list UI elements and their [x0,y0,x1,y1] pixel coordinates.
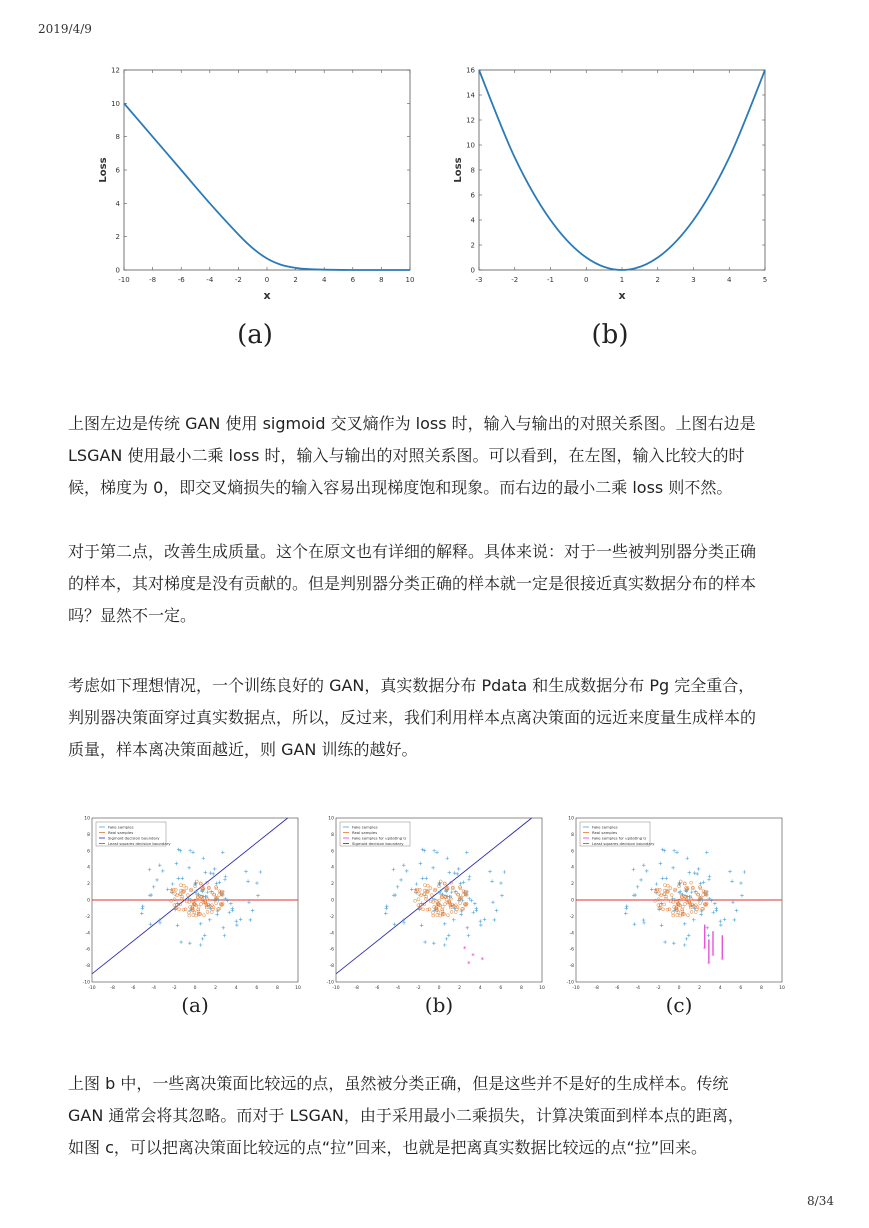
plot-frame [479,70,765,270]
update-sample-point: * [463,945,467,954]
legend [96,822,171,846]
y-tick-label: 0 [331,898,334,904]
x-tick-label: -10 [118,276,130,284]
y-axis-label: Loss [453,157,464,183]
y-tick-label: -8 [329,964,334,970]
x-axis-label: x [263,289,271,302]
y-tick-label: 4 [87,865,90,871]
x-tick-label: 10 [405,276,415,284]
plot-frame [124,70,410,270]
legend-label: Fake samples [352,824,378,830]
legend-label: Fake samples for updating G [592,835,647,841]
y-tick-label: -8 [569,964,574,970]
x-tick-label: 6 [739,986,743,991]
paragraph-4 [68,1068,808,1164]
x-tick-label: 8 [519,986,523,991]
legend-label: Real samples [108,830,134,835]
y-tick-label: 6 [115,166,120,175]
x-tick-label: -4 [206,276,214,284]
paragraph-line: 候，梯度为 0，即交叉熵损失的输入容易出现梯度饱和现象。而右边的最小二乘 loss 则不然。 [68,478,733,497]
y-tick-label: 2 [87,882,90,888]
x-tick-label: -10 [88,986,96,991]
y-tick-label: -10 [326,980,334,986]
x-tick-label: -6 [177,276,185,284]
x-tick-label: -4 [395,986,401,991]
x-tick-label: 0 [193,986,197,991]
x-tick-label: 4 [321,276,327,284]
paragraph-line: 的样本，其对梯度是没有贡献的。但是判别器分类正确的样本就一定是很接近真实数据分布的样本 [68,574,757,593]
paragraph-line: 如图 c，可以把离决策面比较远的点“拉”回来，也就是把离真实数据比较远的点“拉”回来。 [68,1138,708,1157]
y-tick-label: -4 [85,931,90,937]
figure-caption: (a) [237,320,273,350]
paragraph-line: 判别器决策面穿过真实数据点，所以，反过来，我们利用样本点离决策面的远近来度量生成样本的 [68,708,757,727]
x-tick-label: -6 [374,986,380,991]
x-tick-label: 4 [234,986,238,991]
y-tick-label: 12 [466,116,475,125]
x-tick-label: -10 [332,986,340,991]
y-tick-label: 12 [111,66,120,75]
legend-label: Least squares decision boundary [108,841,171,846]
y-tick-label: -4 [329,931,334,937]
paragraph-3 [68,670,808,766]
paragraph-line: LSGAN 使用最小二乘 loss 时，输入与输出的对照关系图。可以看到，在左图，输入比较大的时 [68,446,745,465]
figure-caption: (a) [181,993,209,1017]
y-tick-label: 2 [571,882,574,888]
paragraph-line: 上图左边是传统 GAN 使用 sigmoid 交叉熵作为 loss 时，输入与输出的对照关系图。上图右边是 [68,414,756,433]
y-tick-label: -6 [85,947,90,953]
y-tick-label: 8 [87,832,90,838]
paragraph-line: 上图 b 中，一些离决策面比较远的点，虽然被分类正确，但是这些并不是好的生成样本。传统 [68,1074,729,1093]
y-tick-label: 8 [115,133,120,142]
y-tick-label: -10 [566,980,574,986]
y-tick-label: 2 [115,233,120,242]
legend [340,822,410,846]
x-tick-label: -2 [416,986,421,991]
x-tick-label: -8 [354,986,359,991]
x-tick-label: 5 [762,276,768,284]
legend-label: Sigmoid decision boundary [352,841,404,846]
x-tick-label: -3 [475,276,483,284]
figure-caption: (b) [591,320,629,350]
y-tick-label: 2 [470,241,475,250]
y-tick-label: 4 [470,216,475,225]
legend-label: Fake samples for updating G [352,835,407,841]
x-tick-label: 8 [759,986,763,991]
y-tick-label: 8 [571,832,574,838]
y-tick-label: 4 [115,199,120,208]
y-tick-label: 0 [115,266,120,275]
x-tick-label: -8 [110,986,115,991]
header-date: 2019/4/9 [38,22,92,36]
x-tick-label: 10 [779,986,785,991]
x-tick-label: 4 [478,986,482,991]
scatter-panel-a [83,816,301,1018]
x-tick-label: 10 [295,986,301,991]
y-tick-label: -4 [569,931,574,937]
legend-label: Sigmoid decision boundary [108,835,160,841]
x-tick-label: 1 [619,276,625,284]
y-tick-label: 8 [331,832,334,838]
y-tick-label: -8 [85,964,90,970]
legend-label: Real samples [592,830,618,835]
scatter-panel-b [327,816,545,1018]
y-tick-label: 16 [466,66,475,75]
x-tick-label: -8 [149,276,157,284]
y-tick-label: 6 [87,849,90,855]
legend-label: Least squares decision boundary [592,841,655,846]
y-tick-label: 14 [466,91,475,100]
x-tick-label: -1 [547,276,554,284]
y-tick-label: 10 [466,141,475,150]
x-tick-label: 8 [379,276,384,284]
x-tick-label: 0 [584,276,589,284]
x-tick-label: 2 [698,986,702,991]
x-tick-label: -10 [572,986,580,991]
x-tick-label: -2 [172,986,177,991]
y-tick-label: 6 [331,849,334,855]
update-sample-point: * [711,951,715,960]
x-tick-label: -6 [614,986,620,991]
scatter-panel-c [567,816,785,1018]
x-tick-label: 4 [727,276,732,284]
y-tick-label: -2 [569,914,574,920]
y-tick-label: 10 [568,816,574,822]
legend-label: Real samples [352,830,378,835]
y-tick-label: 0 [87,898,90,904]
paragraph-line: 考虑如下理想情况，一个训练良好的 GAN，真实数据分布 Pdata 和生成数据分布 Pg 完全重合， [68,676,755,695]
y-tick-label: 0 [571,898,574,904]
y-tick-label: 6 [470,191,475,200]
paragraph-line: 质量，样本离决策面越近，则 GAN 训练的越好。 [68,740,418,759]
paragraph-line: GAN 通常会将其忽略。而对于 LSGAN，由于采用最小二乘损失，计算决策面到样本点的距离， [68,1106,744,1125]
update-sample-point: * [467,959,471,968]
paragraph-line: 吗？显然不一定。 [68,606,197,625]
update-sample-point: * [720,955,725,964]
y-tick-label: 8 [470,166,475,175]
y-tick-label: 4 [331,865,334,871]
x-tick-label: -4 [151,986,157,991]
x-tick-label: 4 [718,986,722,991]
figure-2 [0,808,869,1023]
figure-1 [0,55,869,365]
x-tick-label: -8 [594,986,599,991]
update-sample-point: * [480,955,485,964]
legend-label: Fake samples [108,824,134,830]
y-tick-label: 4 [571,865,574,871]
y-tick-label: -10 [82,980,90,986]
x-tick-label: 6 [499,986,503,991]
y-tick-label: -2 [85,914,90,920]
x-tick-label: -2 [656,986,661,991]
x-tick-label: -2 [511,276,519,284]
x-tick-label: -2 [234,276,242,284]
y-tick-label: -6 [569,947,574,953]
chart-panel-a [98,67,414,351]
y-tick-label: -6 [329,947,334,953]
figure-caption: (b) [424,993,454,1017]
y-tick-label: 2 [331,882,334,888]
update-sample-point: * [703,945,707,954]
figure-caption: (c) [665,993,693,1017]
x-tick-label: 6 [350,276,356,284]
x-tick-label: 2 [458,986,462,991]
y-tick-label: 10 [84,816,90,822]
x-tick-label: -6 [130,986,136,991]
x-tick-label: 3 [691,276,696,284]
y-tick-label: -2 [329,914,334,920]
x-tick-label: 10 [539,986,545,991]
x-tick-label: 2 [655,276,660,284]
legend-label: Fake samples [592,824,618,830]
y-tick-label: 6 [571,849,574,855]
x-tick-label: 0 [264,276,270,284]
paragraph-1 [68,408,808,504]
paragraph-2 [68,536,808,632]
x-axis-label: x [618,289,626,302]
y-axis-label: Loss [98,157,109,183]
x-tick-label: 2 [293,276,298,284]
paragraph-line: 对于第二点，改善生成质量。这个在原文也有详细的解释。具体来说：对于一些被判别器分类正确 [68,542,757,561]
x-tick-label: 0 [437,986,441,991]
y-tick-label: 0 [470,266,475,275]
chart-panel-b [453,67,767,351]
x-tick-label: 2 [214,986,218,991]
y-tick-label: 10 [328,816,334,822]
update-sample-point: * [471,951,475,960]
legend [580,822,655,846]
update-sample-point: * [707,959,711,968]
x-tick-label: 8 [275,986,279,991]
x-tick-label: 0 [677,986,681,991]
x-tick-label: -4 [635,986,641,991]
page-number: 8/34 [807,1194,834,1208]
y-tick-label: 10 [111,99,120,108]
x-tick-label: 6 [255,986,259,991]
